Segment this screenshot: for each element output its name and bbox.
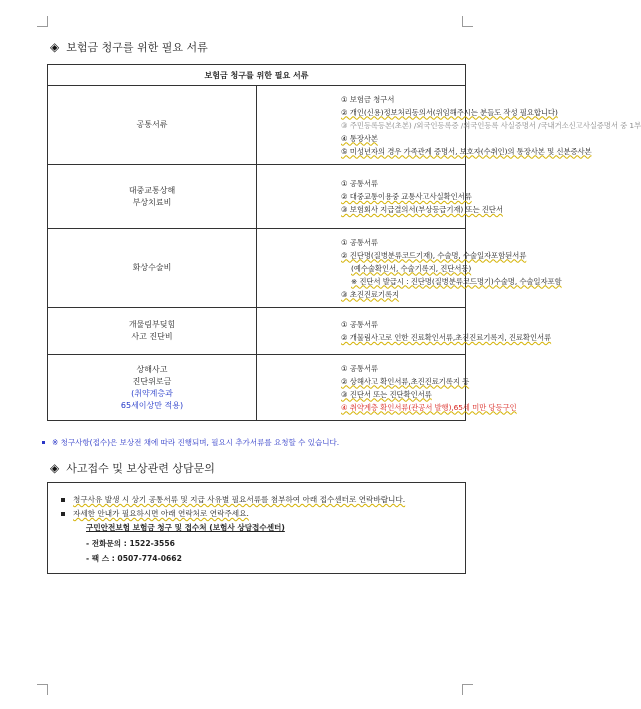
row-content [257, 229, 562, 308]
list-item: ③ 초진진료기록지 [341, 289, 400, 299]
list-item: ③ 진단서 또는 진단확인서류 [341, 389, 432, 399]
table-row [48, 86, 466, 165]
list-item: ※ 진단서 발급시 : 진단명(질병분류코드명기)수술명, 수술일자포함 [351, 276, 562, 286]
square-bullet-icon [61, 498, 65, 502]
contact-phone: - 전화문의 : 1522-3556 [86, 539, 175, 548]
table-row [48, 165, 466, 229]
row-label-text: 개물림부딪힘 사고 진단비 [128, 320, 176, 341]
list-item: ② 진단명(질병분류코드기재), 수술명, 수술일자포함된서류 [341, 250, 527, 260]
row-label-text: 상해사고 진단위로금 [132, 364, 172, 386]
diamond-bullet-icon: ◈ [50, 40, 60, 54]
section-title-required-docs [50, 39, 208, 55]
list-item: (예수술확인서, 수술기록지, 진단서등) [351, 263, 472, 273]
list-item: ① 공통서류 [341, 320, 378, 329]
square-bullet-icon [61, 512, 65, 516]
crop-mark-top-right [462, 16, 473, 27]
crop-mark-bottom-right [462, 684, 473, 695]
section-title-contact [50, 460, 215, 476]
row-label: 공통서류 [48, 86, 257, 165]
list-item: ② 개물림사고로 인한 진료확인서류,초진진료기록지, 진료확인서류 [341, 333, 552, 342]
list-item: ① 공통서류 [341, 363, 378, 373]
diamond-bullet-icon: ◈ [50, 461, 60, 475]
list-item: ② 대중교통이용중 교통사고사실확인서류 [341, 192, 472, 201]
section-title-text: 보험금 청구를 위한 필요 서류 [66, 41, 208, 54]
contact-center-name: 구민안전보험 보험금 청구 및 접수처 (보험사 상담접수센터) [86, 523, 285, 532]
row-content [257, 308, 552, 355]
table-row [48, 229, 466, 308]
table-row [48, 355, 466, 421]
contact-line-text: 자세한 안내가 필요하시면 아래 연락처로 연락주세요. [73, 509, 249, 518]
list-item: ① 공통서류 [341, 237, 378, 247]
section-title-text: 사고접수 및 보상관련 상담문의 [66, 462, 215, 475]
contact-fax: - 팩 스 : 0507-774-0662 [86, 554, 182, 563]
contact-box [47, 482, 466, 574]
list-item: ⑤ 미성년자의 경우 가족관계 증명서, 보호자(수취인)의 통장사본 및 신분증사본 [341, 146, 592, 156]
row-label [48, 165, 257, 229]
row-label [48, 308, 257, 355]
table-header-row [48, 65, 466, 86]
row-content [257, 355, 517, 421]
row-label-text: 대중교통상해 부상치료비 [128, 185, 176, 207]
row-label [48, 355, 257, 421]
table-row [48, 308, 466, 355]
crop-mark-top-left [37, 16, 48, 27]
row-label: 화상수술비 [48, 229, 257, 308]
row-label-note: (취약계층과 65세이상만 적용) [120, 388, 184, 410]
contact-line-text: 청구사유 발생 시 상기 공통서류 및 지급 사유별 필요서류를 첨부하여 아래 접수센터로 연락바랍니다. [73, 495, 406, 504]
required-documents-table [47, 64, 641, 421]
contact-line [61, 494, 405, 505]
table-header: 보험금 청구를 위한 필요 서류 [48, 65, 466, 86]
note-bullet-icon [42, 441, 45, 444]
list-item: ② 상해사고 확인서류,초진진료기록지 등 [341, 376, 470, 386]
list-item: ② 개인(신용)정보처리동의서(위임해주시는 분들도 작성 필요합니다) [341, 107, 558, 117]
list-item: ① 공통서류 [341, 179, 378, 188]
list-item: ③ 보험회사 지급결의서(부상등급기재) 또는 진단서 [341, 205, 503, 214]
list-item: ① 보험금 청구서 [341, 94, 395, 104]
list-item: ③ 주민등록등본(초본) /외국인등록증 /외국인등록 사실증명서 /국내거소신고사실증명서 중 1부 [341, 120, 641, 130]
row-content [257, 86, 641, 165]
list-item: ④ 통장사본 [341, 133, 378, 143]
crop-mark-bottom-left [37, 684, 48, 695]
contact-line [61, 508, 249, 519]
row-content [257, 165, 503, 229]
note-text: ※ 청구사항(접수)은 보상전 채에 따라 진행되며, 필요시 추가서류를 요청할 수 있습니다. [52, 438, 340, 447]
list-item: ④ 취약계층 확인서류(관공서 발행),65세 미만 당등구인 [341, 402, 517, 412]
